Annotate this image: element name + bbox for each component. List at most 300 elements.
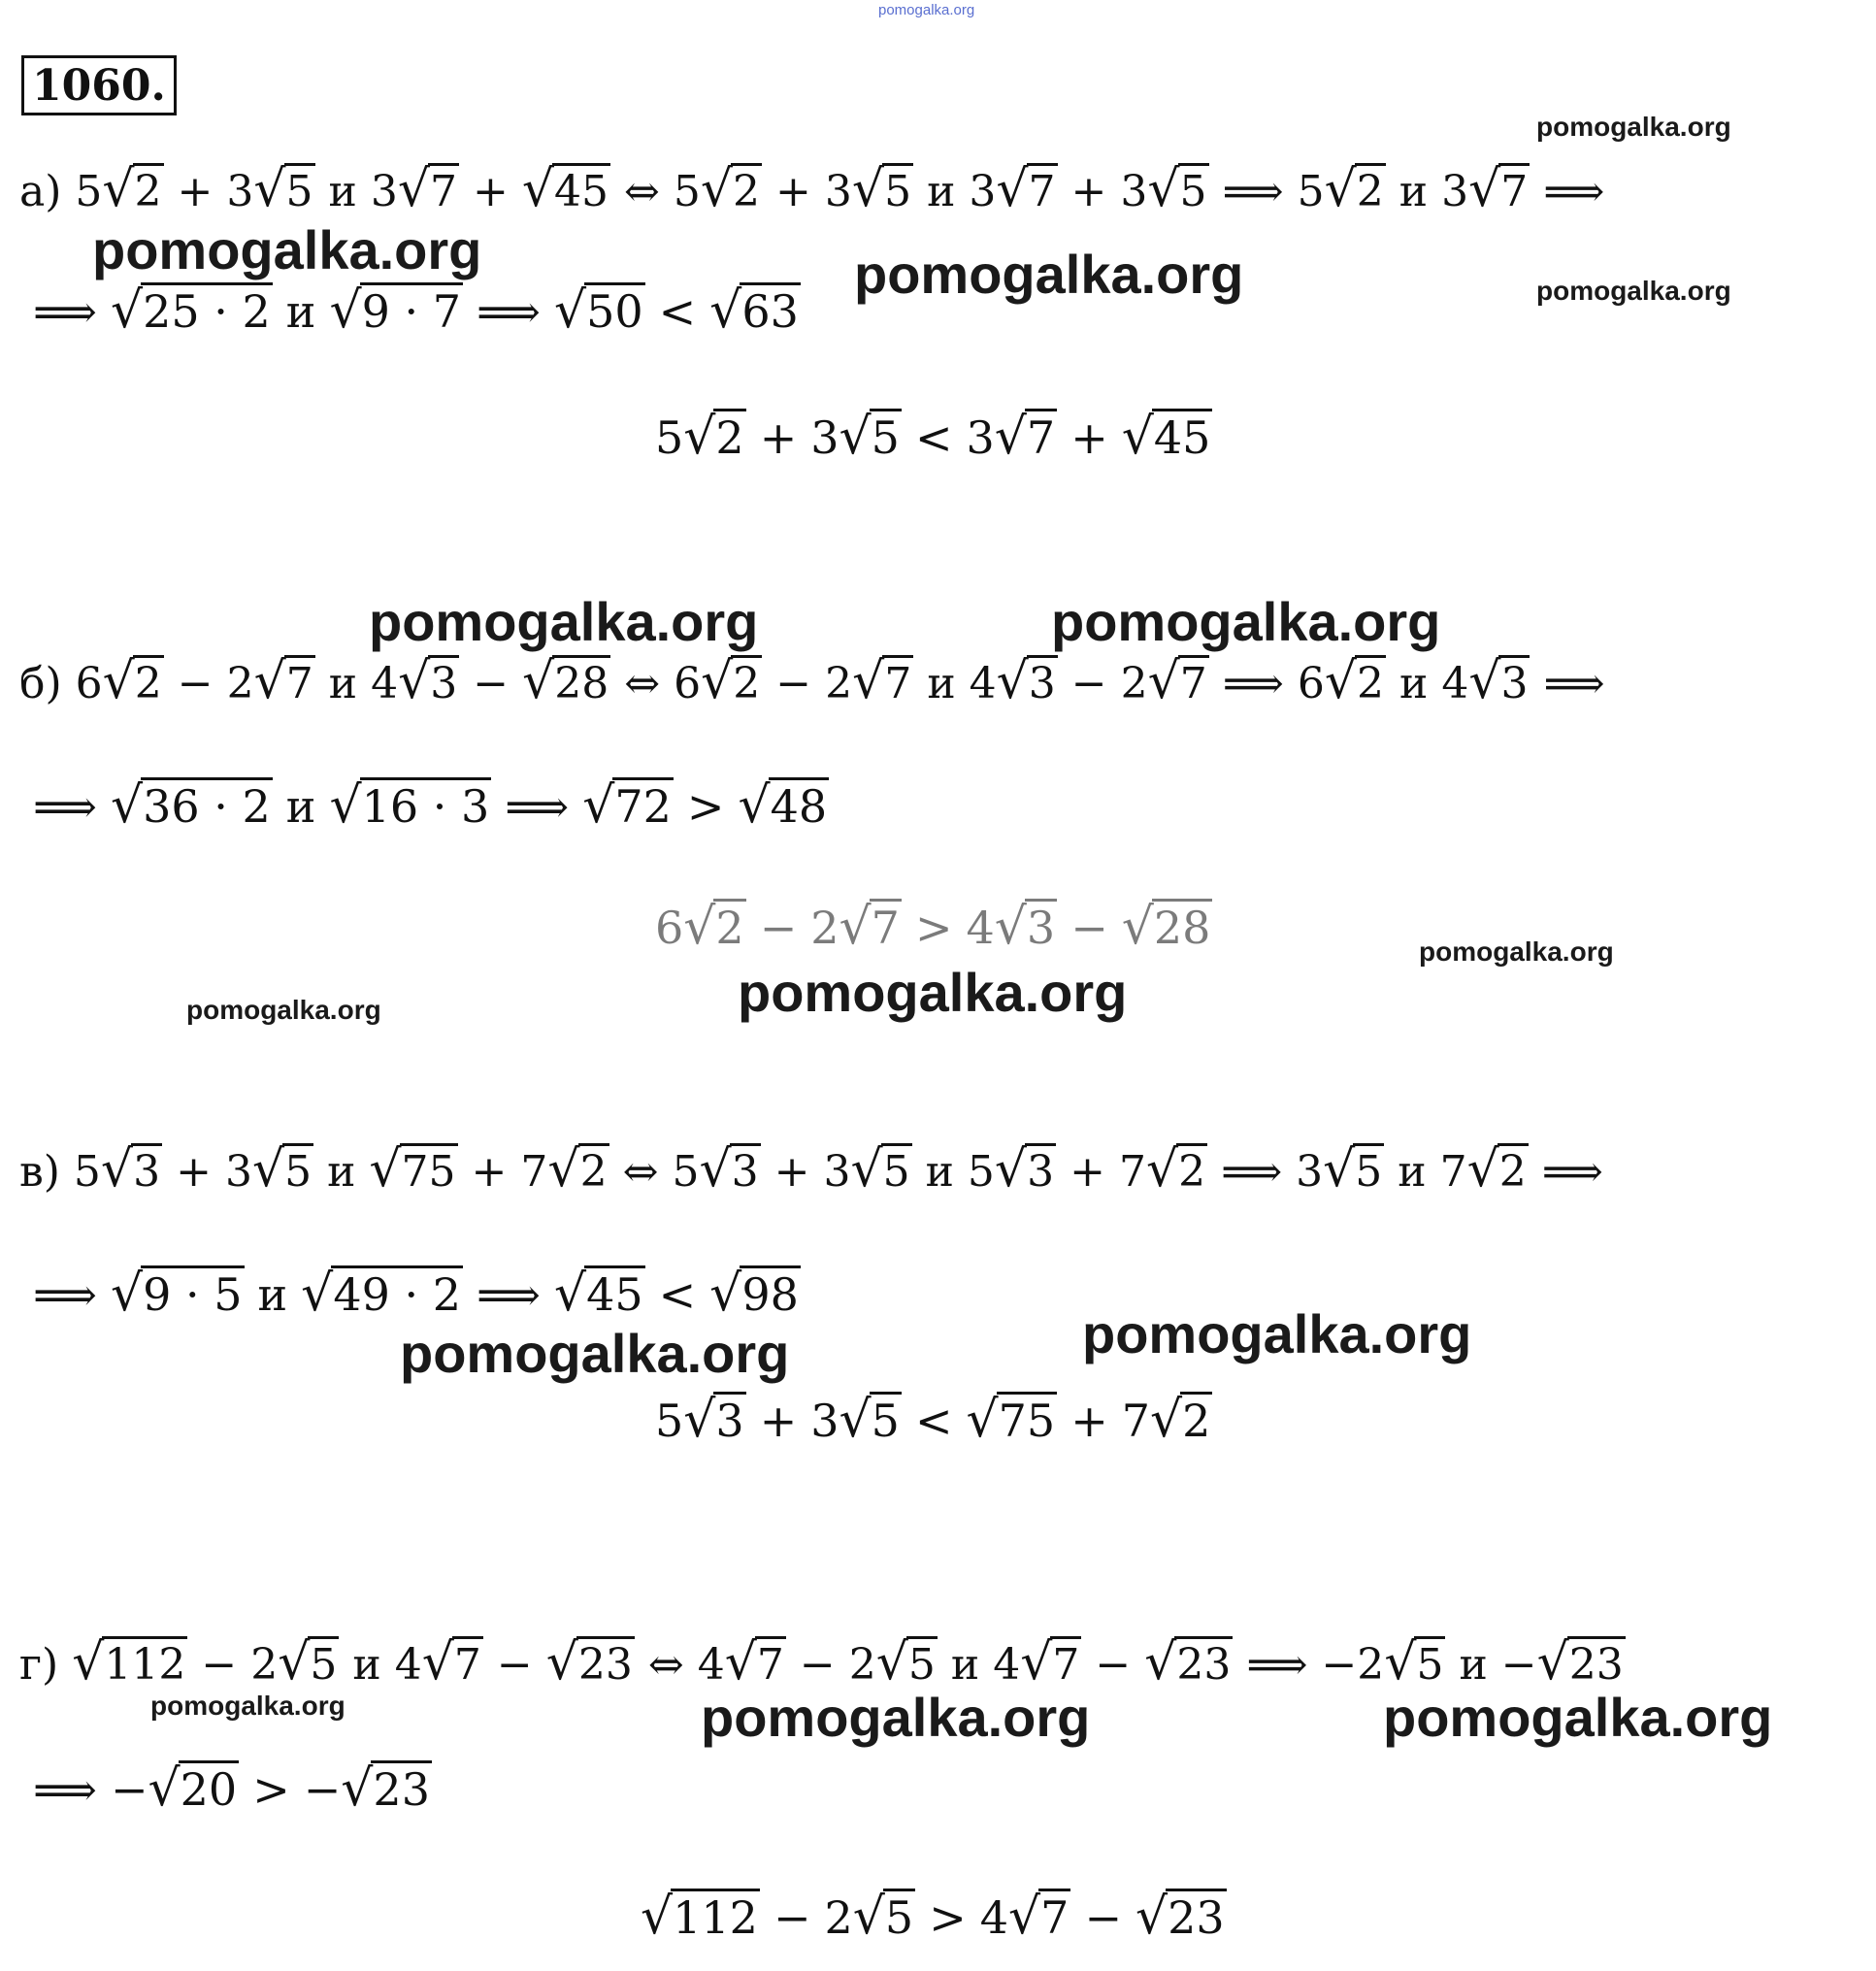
radicand: 72 — [612, 777, 674, 829]
radical-sign-icon: √ — [1008, 1888, 1041, 1946]
radical-sign-icon: √ — [397, 160, 431, 218]
radical-sign-icon: √ — [1121, 898, 1154, 956]
radicand: 7 — [1498, 163, 1530, 214]
math-operator: и — [1399, 659, 1429, 708]
radical-sign-icon: √ — [852, 652, 885, 710]
radical-sign-icon: √ — [1135, 1888, 1168, 1946]
radical — [709, 281, 801, 340]
radicand: 28 — [552, 655, 610, 706]
radical — [1537, 1633, 1626, 1692]
task-number-box: 1060. — [21, 55, 177, 115]
radicand: 7 — [1027, 163, 1058, 214]
radical — [725, 1633, 786, 1692]
radical-sign-icon: √ — [545, 1633, 578, 1692]
radicand: 9 · 5 — [141, 1265, 244, 1317]
math-text: 3 — [226, 167, 254, 216]
radical-sign-icon: √ — [547, 1140, 580, 1199]
radicand: 2 — [133, 163, 164, 214]
radicand: 3 — [1027, 655, 1058, 706]
radicand: 5 — [284, 163, 315, 214]
radicand: 2 — [578, 1143, 609, 1195]
math-operator: − — [177, 659, 214, 708]
radical — [699, 1140, 760, 1199]
radicand: 7 — [428, 163, 459, 214]
radical — [701, 652, 762, 710]
math-operator: < — [914, 1395, 953, 1447]
watermark: pomogalka.org — [150, 1691, 346, 1721]
math-text: а) 5 — [19, 167, 103, 216]
math-text: 6 — [674, 659, 702, 708]
math-text: 5 — [967, 1147, 995, 1197]
math-text: 2 — [824, 1891, 853, 1944]
math-text: 3 — [1120, 167, 1148, 216]
radicand: 3 — [1025, 1143, 1056, 1195]
radicand: 7 — [882, 655, 913, 706]
math-operator: + — [176, 1147, 212, 1197]
radicand: 23 — [371, 1760, 432, 1812]
radicand: 2 — [1176, 1143, 1207, 1195]
math-operator: ⇔ — [624, 659, 661, 708]
radical — [341, 1759, 432, 1818]
radicand: 45 — [584, 1265, 645, 1317]
radical — [547, 1140, 609, 1199]
radical-sign-icon: √ — [994, 408, 1027, 466]
radicand: 5 — [308, 1636, 339, 1688]
radical-sign-icon: √ — [1020, 1633, 1053, 1692]
radicand: 23 — [1174, 1636, 1233, 1688]
radical — [1384, 1633, 1445, 1692]
math-operator: и — [285, 285, 316, 338]
radical — [1467, 1140, 1529, 1199]
math-text: 4 — [697, 1640, 725, 1690]
radical-sign-icon: √ — [522, 652, 555, 710]
radicand: 5 — [282, 1143, 313, 1195]
radicand: 3 — [428, 655, 459, 706]
radical — [967, 1391, 1058, 1449]
math-text: 7 — [1118, 1147, 1146, 1197]
math-text: −2 — [1321, 1640, 1385, 1690]
math-operator: + — [177, 167, 214, 216]
radical — [1020, 1633, 1081, 1692]
solution-line-v-result — [655, 1391, 1212, 1450]
radicand: 5 — [906, 1636, 938, 1688]
math-text: 4 — [966, 902, 995, 954]
radical — [852, 160, 913, 218]
math-operator: ⟹ — [33, 285, 97, 338]
math-operator: и — [285, 780, 316, 833]
math-operator: ⟹ — [1221, 1147, 1283, 1197]
math-operator: + — [775, 167, 811, 216]
radical — [997, 652, 1058, 710]
radical — [1468, 160, 1530, 218]
radical — [852, 652, 913, 710]
math-operator: + — [1070, 411, 1108, 464]
math-text: 5 — [673, 167, 701, 216]
solution-line-b-result — [655, 898, 1212, 957]
radical-sign-icon: √ — [683, 898, 716, 956]
radicand: 3 — [131, 1143, 162, 1195]
radical-sign-icon: √ — [1324, 652, 1358, 710]
radical-sign-icon: √ — [110, 776, 144, 835]
math-operator: ⇔ — [622, 1147, 659, 1197]
radical — [111, 776, 273, 835]
math-text: 3 — [969, 167, 997, 216]
math-operator: и — [352, 1640, 381, 1690]
radicand: 7 — [284, 655, 315, 706]
radicand: 5 — [1353, 1143, 1384, 1195]
radical-sign-icon: √ — [683, 1391, 716, 1449]
radical-sign-icon: √ — [1468, 652, 1501, 710]
radicand: 3 — [713, 1392, 745, 1443]
math-operator: и — [327, 1147, 356, 1197]
radical-sign-icon: √ — [329, 281, 362, 340]
radical-sign-icon: √ — [641, 1888, 674, 1946]
math-text: 2 — [250, 1640, 279, 1690]
radical — [253, 160, 314, 218]
solution-line-g-result — [641, 1888, 1227, 1947]
radicand: 112 — [671, 1889, 760, 1940]
radical-sign-icon: √ — [839, 898, 872, 956]
radical-sign-icon: √ — [1384, 1633, 1417, 1692]
radicand: 5 — [881, 1143, 912, 1195]
radicand: 2 — [731, 163, 762, 214]
math-operator: ⟹ — [1222, 167, 1284, 216]
radical — [701, 160, 762, 218]
math-operator: и — [1399, 167, 1429, 216]
radical-sign-icon: √ — [709, 1265, 742, 1323]
radicand: 5 — [870, 409, 902, 460]
radical — [101, 1140, 162, 1199]
math-text: 6 — [1297, 659, 1325, 708]
radical — [683, 1391, 745, 1449]
watermark: pomogalka.org — [369, 591, 759, 652]
radicand: 7 — [452, 1636, 483, 1688]
watermark: pomogalka.org — [1536, 276, 1731, 306]
radical-sign-icon: √ — [994, 1140, 1028, 1199]
solution-line-v-step1 — [19, 1140, 1617, 1201]
radical — [1122, 408, 1213, 466]
math-operator: − — [201, 1640, 238, 1690]
radicand: 45 — [1152, 409, 1213, 460]
radicand: 49 · 2 — [331, 1265, 463, 1317]
radical-sign-icon: √ — [875, 1633, 908, 1692]
solution-line-b-step1 — [19, 652, 1619, 713]
radical — [738, 776, 829, 835]
radicand: 9 · 7 — [360, 282, 463, 334]
radical — [995, 408, 1057, 466]
solution-line-a-step1 — [19, 160, 1618, 221]
math-operator: и — [927, 167, 956, 216]
radicand: 7 — [870, 899, 902, 950]
math-text: 2 — [226, 659, 254, 708]
math-operator: ⇔ — [647, 1640, 684, 1690]
radical-sign-icon: √ — [1536, 1633, 1569, 1692]
radical — [850, 1140, 911, 1199]
radical — [839, 1391, 902, 1449]
radical-sign-icon: √ — [709, 281, 742, 340]
radical — [839, 408, 902, 466]
radicand: 7 — [1178, 655, 1209, 706]
math-operator: − — [1070, 659, 1107, 708]
radicand: 2 — [713, 409, 745, 460]
radical-sign-icon: √ — [850, 1140, 883, 1199]
radical-sign-icon: √ — [398, 652, 431, 710]
math-operator: + — [471, 1147, 508, 1197]
math-operator: − — [496, 1640, 533, 1690]
radical-sign-icon: √ — [1468, 160, 1501, 218]
radical-sign-icon: √ — [251, 1140, 285, 1199]
math-operator: + — [473, 167, 509, 216]
math-text: 3 — [1296, 1147, 1324, 1197]
radicand: 75 — [997, 1392, 1058, 1443]
math-text: 3 — [810, 1395, 839, 1447]
math-operator: ⟹ — [505, 780, 570, 833]
radicand: 5 — [883, 1889, 915, 1940]
math-operator: − — [759, 902, 798, 954]
radical-sign-icon: √ — [996, 160, 1029, 218]
radical-sign-icon: √ — [72, 1633, 105, 1692]
math-operator: ⟹ — [1543, 659, 1605, 708]
math-text: 2 — [825, 659, 853, 708]
radical — [422, 1633, 483, 1692]
radical-sign-icon: √ — [521, 160, 555, 218]
math-operator: > — [929, 1891, 967, 1944]
math-text: б) 6 — [19, 659, 103, 708]
radical-sign-icon: √ — [852, 1888, 885, 1946]
radical — [522, 160, 610, 218]
radicand: 7 — [1038, 1889, 1070, 1940]
math-operator: > — [914, 902, 953, 954]
radical — [839, 898, 902, 956]
top-watermark: pomogalka.org — [878, 2, 975, 18]
radical — [546, 1633, 635, 1692]
radical-sign-icon: √ — [1147, 652, 1180, 710]
radical — [1144, 1633, 1233, 1692]
radicand: 98 — [740, 1265, 801, 1317]
radicand: 16 · 3 — [360, 777, 492, 829]
radicand: 3 — [1025, 899, 1057, 950]
radicand: 2 — [1355, 655, 1386, 706]
radicand: 23 — [576, 1636, 635, 1688]
radical-sign-icon: √ — [102, 652, 135, 710]
math-operator: ⟹ — [1543, 167, 1605, 216]
radical — [369, 1140, 457, 1199]
radicand: 112 — [102, 1636, 187, 1688]
radical — [582, 776, 674, 835]
radical — [554, 281, 645, 340]
math-operator: и — [328, 659, 358, 708]
solution-line-v-step2 — [19, 1265, 801, 1324]
radical-sign-icon: √ — [110, 281, 144, 340]
radicand: 63 — [740, 282, 801, 334]
math-operator: > — [252, 1763, 290, 1816]
math-operator: − — [473, 659, 510, 708]
radical-sign-icon: √ — [100, 1140, 134, 1199]
math-operator: и — [1398, 1147, 1427, 1197]
math-text: 5 — [672, 1147, 700, 1197]
solution-line-a-step2 — [19, 281, 801, 341]
radical — [254, 652, 315, 710]
math-operator: + — [1070, 1395, 1108, 1447]
math-operator: и — [328, 167, 357, 216]
radical-sign-icon: √ — [724, 1633, 757, 1692]
math-text: 3 — [823, 1147, 851, 1197]
radical-sign-icon: √ — [839, 408, 872, 466]
radicand: 23 — [1166, 1889, 1227, 1940]
radical-sign-icon: √ — [553, 1265, 587, 1323]
radicand: 25 · 2 — [141, 282, 273, 334]
math-text: 3 — [824, 167, 852, 216]
radical-sign-icon: √ — [839, 1391, 872, 1449]
radical-sign-icon: √ — [1466, 1140, 1499, 1199]
math-text: 4 — [394, 1640, 422, 1690]
math-operator: − — [1070, 902, 1108, 954]
watermark: pomogalka.org — [400, 1323, 790, 1384]
radical — [148, 1759, 240, 1818]
math-text: − — [110, 1763, 148, 1816]
radicand: 5 — [1178, 163, 1209, 214]
math-operator: > — [686, 780, 725, 833]
radical — [853, 1888, 915, 1946]
radical-sign-icon: √ — [1323, 1140, 1356, 1199]
math-text: 2 — [848, 1640, 876, 1690]
radical-sign-icon: √ — [148, 1759, 181, 1818]
math-text: 7 — [520, 1147, 548, 1197]
math-text: 3 — [1441, 167, 1469, 216]
math-operator: − — [775, 659, 812, 708]
radicand: 5 — [882, 163, 913, 214]
math-operator: ⇔ — [624, 167, 660, 216]
watermark: pomogalka.org — [1536, 112, 1731, 142]
radical — [1468, 652, 1530, 710]
radical — [1147, 160, 1208, 218]
radical-sign-icon: √ — [1145, 1140, 1179, 1199]
radical — [111, 1265, 245, 1323]
math-operator: и — [950, 1640, 980, 1690]
math-text: 3 — [370, 167, 398, 216]
watermark: pomogalka.org — [1082, 1303, 1472, 1364]
radical-sign-icon: √ — [738, 776, 771, 835]
math-operator: + — [1070, 167, 1107, 216]
radical — [995, 898, 1057, 956]
math-operator: − — [773, 1891, 811, 1944]
math-operator: < — [658, 1268, 697, 1321]
radical — [995, 1140, 1056, 1199]
radical — [103, 652, 164, 710]
radicand: 2 — [731, 655, 762, 706]
radical-sign-icon: √ — [110, 1265, 144, 1323]
math-operator: и — [925, 1147, 954, 1197]
radical-sign-icon: √ — [369, 1140, 402, 1199]
solution-line-b-step2 — [19, 776, 829, 836]
radical-sign-icon: √ — [701, 652, 734, 710]
radical-sign-icon: √ — [329, 776, 362, 835]
radical — [1325, 160, 1386, 218]
radicand: 3 — [730, 1143, 761, 1195]
radicand: 23 — [1567, 1636, 1626, 1688]
radical — [398, 160, 459, 218]
radicand: 7 — [1025, 409, 1057, 460]
radicand: 2 — [1180, 1392, 1212, 1443]
math-text: 4 — [371, 659, 399, 708]
radicand: 2 — [1355, 163, 1386, 214]
radical — [111, 281, 273, 340]
math-text: − — [1500, 1640, 1537, 1690]
radical — [1146, 1140, 1207, 1199]
solution-line-g-step2 — [19, 1759, 432, 1819]
math-text: − — [303, 1763, 342, 1816]
radical-sign-icon: √ — [421, 1633, 454, 1692]
radicand: 5 — [870, 1392, 902, 1443]
radical — [102, 160, 163, 218]
math-operator: и — [1459, 1640, 1488, 1690]
watermark: pomogalka.org — [92, 219, 482, 280]
math-operator: < — [658, 285, 697, 338]
radicand: 48 — [769, 777, 830, 829]
radical-sign-icon: √ — [1144, 1633, 1177, 1692]
radical-sign-icon: √ — [102, 160, 135, 218]
math-text: 5 — [655, 411, 684, 464]
radicand: 3 — [1498, 655, 1530, 706]
radicand: 7 — [755, 1636, 786, 1688]
math-text: 4 — [979, 1891, 1009, 1944]
math-operator: − — [1084, 1891, 1122, 1944]
radical-sign-icon: √ — [253, 160, 286, 218]
radical — [683, 898, 745, 956]
radical — [278, 1633, 339, 1692]
radical-sign-icon: √ — [699, 1140, 732, 1199]
radical — [398, 652, 459, 710]
radical-sign-icon: √ — [1150, 1391, 1183, 1449]
radical-sign-icon: √ — [553, 281, 587, 340]
math-text: 2 — [1120, 659, 1148, 708]
radical — [252, 1140, 313, 1199]
math-text: 4 — [1441, 659, 1469, 708]
radicand: 20 — [179, 1760, 240, 1812]
solution-line-a-result — [655, 408, 1212, 467]
math-text: 3 — [224, 1147, 252, 1197]
math-text: 6 — [655, 902, 684, 954]
watermark: pomogalka.org — [738, 962, 1128, 1023]
radical — [329, 281, 463, 340]
math-operator: ⟹ — [33, 1268, 97, 1321]
math-operator: + — [759, 411, 798, 464]
radical-sign-icon: √ — [582, 776, 615, 835]
radical-sign-icon: √ — [1147, 160, 1180, 218]
radical — [301, 1265, 463, 1323]
math-operator: ⟹ — [33, 1763, 97, 1816]
math-operator: и — [257, 1268, 288, 1321]
radicand: 28 — [1152, 899, 1213, 950]
math-operator: и — [927, 659, 956, 708]
radical — [1148, 652, 1209, 710]
radicand: 45 — [552, 163, 610, 214]
watermark: pomogalka.org — [186, 995, 381, 1025]
watermark: pomogalka.org — [1051, 591, 1441, 652]
math-operator: ⟹ — [476, 285, 541, 338]
radical — [683, 408, 745, 466]
math-operator: + — [759, 1395, 798, 1447]
radical-sign-icon: √ — [253, 652, 286, 710]
radical — [1008, 1888, 1070, 1946]
math-operator: < — [914, 411, 953, 464]
math-operator: ⟹ — [33, 780, 97, 833]
watermark: pomogalka.org — [701, 1687, 1091, 1748]
radicand: 75 — [400, 1143, 458, 1195]
math-text: 5 — [1297, 167, 1325, 216]
radical — [876, 1633, 938, 1692]
radical-sign-icon: √ — [341, 1759, 374, 1818]
